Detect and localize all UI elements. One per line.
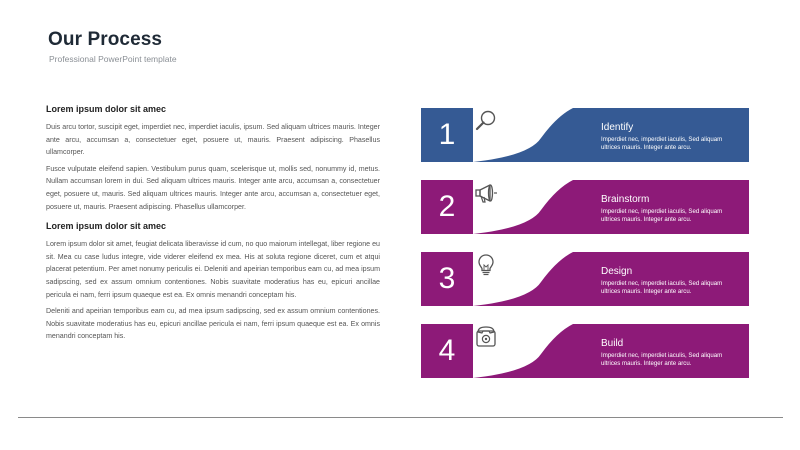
step-number: 4 <box>438 334 456 367</box>
text-column <box>46 104 380 347</box>
step-title: Identify <box>601 122 634 133</box>
step-description: Imperdiet nec, imperdiet iaculis, Sed aliquam ultrices mauris. Integer ante arcu. <box>601 280 723 295</box>
icon-card <box>473 324 573 378</box>
megaphone-icon <box>473 180 499 206</box>
paragraph-2: Fusce vulputate eleifend sapien. Vestibulum purus quam, scelerisque ut, mollis sed, nonummy id, metus. Nullam accumsan lorem in dui. Sed aliquam ultrices mauris. Integer ante arcu, accumsan a, consectetuer eget, posuere ut, mauris. Sed aliquam ultrices mauris. Integer ante arcu, accumsan a, consectetuer eget, posuere ut, mauris. Praesent adipiscing. Phasellus ullamcorper. <box>46 164 380 211</box>
step-description: Imperdiet nec, imperdiet iaculis, Sed aliquam ultrices mauris. Integer ante arcu. <box>601 352 723 367</box>
step-number: 3 <box>438 262 456 295</box>
process-step-3 <box>421 252 749 306</box>
paragraph-1: Duis arcu tortor, suscipit eget, imperdiet nec, imperdiet iaculis, ipsum. Sed aliquam ultrices mauris. Integer ante arcu, accumsan a, consectetuer eget, posuere ut, mauris. Praesent adipiscing. Phasellus ullamcorper. <box>46 123 380 157</box>
step-description: Imperdiet nec, imperdiet iaculis, Sed aliquam ultrices mauris. Integer ante arcu. <box>601 136 723 151</box>
step-title: Build <box>601 338 624 349</box>
page-title: Our Process <box>48 29 163 50</box>
step-number: 2 <box>438 190 456 223</box>
step-title: Brainstorm <box>601 194 650 205</box>
telephone-icon <box>473 324 499 350</box>
process-step-1 <box>421 108 749 162</box>
step-number: 1 <box>438 118 456 151</box>
icon-card <box>473 108 573 162</box>
step-title: Design <box>601 266 633 277</box>
paragraph-4: Deleniti and apeirian temporibus eam cu, ad mea ipsum sadipscing, sed ex assum omnium contentiones. Nobis suavitate moderatius has eu, epicuri ancillae pericula ei nam, ferri ipsum quaeque est ea. Ex omnis menandri conceptam his. <box>46 307 380 341</box>
process-step-2 <box>421 180 749 234</box>
section-heading-1: Lorem ipsum dolor sit amec <box>46 104 167 114</box>
icon-card <box>473 180 573 234</box>
lightbulb-icon <box>473 252 499 278</box>
process-step-4 <box>421 324 749 378</box>
paragraph-3: Lorem ipsum dolor sit amet, feugiat delicata liberavisse id cum, no quo maiorum intellegat, liber regione eu sit. Mea cu case ludus integre, vide viderer eleifend ex mea. His at soluta regione diceret, cum et atqui placerat petentium. Per amet nonumy periculis ei. Deleniti and apeirian temporibus eam cu, ad mea ipsum sadipscing, sed ex assum omnium contentiones. Nobis suavitate moderatius has eu, epicuri ancillae pericula ei nam, ferri ipsum quaeque est ea. Ex omnis menandri conceptam his. <box>46 240 380 299</box>
icon-card <box>473 252 573 306</box>
magnifier-icon <box>473 108 499 134</box>
footer-divider <box>18 417 783 418</box>
step-description: Imperdiet nec, imperdiet iaculis, Sed aliquam ultrices mauris. Integer ante arcu. <box>601 208 723 223</box>
page-subtitle: Professional PowerPoint template <box>49 54 177 64</box>
section-heading-2: Lorem ipsum dolor sit amec <box>46 221 167 232</box>
